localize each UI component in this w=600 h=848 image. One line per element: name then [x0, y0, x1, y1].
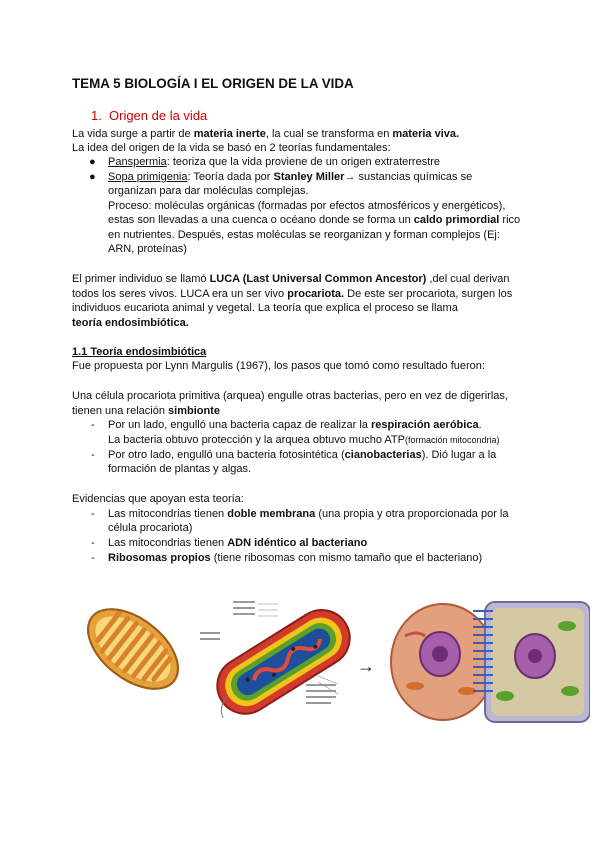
list-item: Sopa primigenia: Teoría dada por Stanley Miller→ sustancias químicas se: [108, 171, 473, 183]
eukaryotic-cells-illustration: [385, 596, 590, 726]
dash-icon: -: [91, 419, 95, 431]
paragraph: La idea del origen de la vida se basó en 2 teorías fundamentales:: [72, 142, 391, 154]
paragraph: Una célula procariota primitiva (arquea) engulle otras bacterias, pero en vez de digerirlas,: [72, 390, 508, 402]
paragraph: El primer individuo se llamó LUCA (Last Universal Common Ancestor) ,del cual derivan: [72, 273, 510, 285]
bullet-icon: ●: [89, 156, 96, 168]
bullet-icon: ●: [89, 171, 96, 183]
paragraph: teoría endosimbiótica.: [72, 317, 189, 329]
paragraph: tienen una relación simbionte: [72, 405, 220, 417]
dash-icon: -: [91, 449, 95, 461]
list-item: Ribosomas propios (tiene ribosomas con mismo tamaño que el bacteriano): [108, 552, 483, 564]
dash-icon: -: [91, 552, 95, 564]
document-title: TEMA 5 BIOLOGÍA I EL ORIGEN DE LA VIDA: [72, 76, 354, 91]
paragraph: La vida surge a partir de materia inerte, la cual se transforma en materia viva.: [72, 128, 460, 140]
list-item: Por otro lado, engulló una bacteria fotosintética (cianobacterias). Dió lugar a la: [108, 449, 497, 461]
list-item-line: La bacteria obtuvo protección y la arquea obtuvo mucho ATP(formación mitocondria): [108, 434, 500, 446]
list-item-line: ARN, proteínas): [108, 243, 187, 255]
list-item-line: en nutrientes. Después, estas moléculas se reorganizan y forman complejos (Ej:: [108, 229, 500, 241]
paragraph: Evidencias que apoyan esta teoría:: [72, 493, 244, 505]
list-item: Panspermia: teoriza que la vida proviene de un origen extraterrestre: [108, 156, 441, 168]
list-item-line: formación de plantas y algas.: [108, 463, 252, 475]
bacterium-illustration: [198, 596, 368, 726]
mitochondrion-illustration: [78, 594, 188, 704]
section-number: 1.: [91, 108, 102, 123]
dash-icon: -: [91, 537, 95, 549]
list-item-line: Proceso: moléculas orgánicas (formadas por efectos atmosféricos y energéticos),: [108, 200, 506, 212]
list-item: Las mitocondrias tienen doble membrana (una propia y otra proporcionada por la: [108, 508, 509, 520]
arrow-icon: →: [344, 171, 356, 183]
paragraph: Fue propuesta por Lynn Margulis (1967), los pasos que tomó como resultado fueron:: [72, 360, 485, 372]
subsection-heading: 1.1 Teoría endosimbiótica: [72, 346, 207, 358]
arrow-icon: →: [357, 656, 375, 676]
list-item-line: célula procariota): [108, 522, 193, 534]
list-item: Las mitocondrias tienen ADN idéntico al bacteriano: [108, 537, 368, 549]
list-item: Por un lado, engulló una bacteria capaz de realizar la respiración aeróbica.: [108, 419, 482, 431]
paragraph: individuos eucariota animal y vegetal. La teoría que explica el proceso se llama: [72, 302, 458, 314]
list-item-line: organizan para dar moléculas complejas.: [108, 185, 309, 197]
dash-icon: -: [91, 508, 95, 520]
paragraph: todos los seres vivos. LUCA era un ser vivo procariota. De este ser procariota, surgen los: [72, 288, 513, 300]
list-item-line: estas son llevadas a una cuenca o océano donde se forma un caldo primordial rico: [108, 214, 521, 226]
section-heading: Origen de la vida: [109, 108, 208, 123]
